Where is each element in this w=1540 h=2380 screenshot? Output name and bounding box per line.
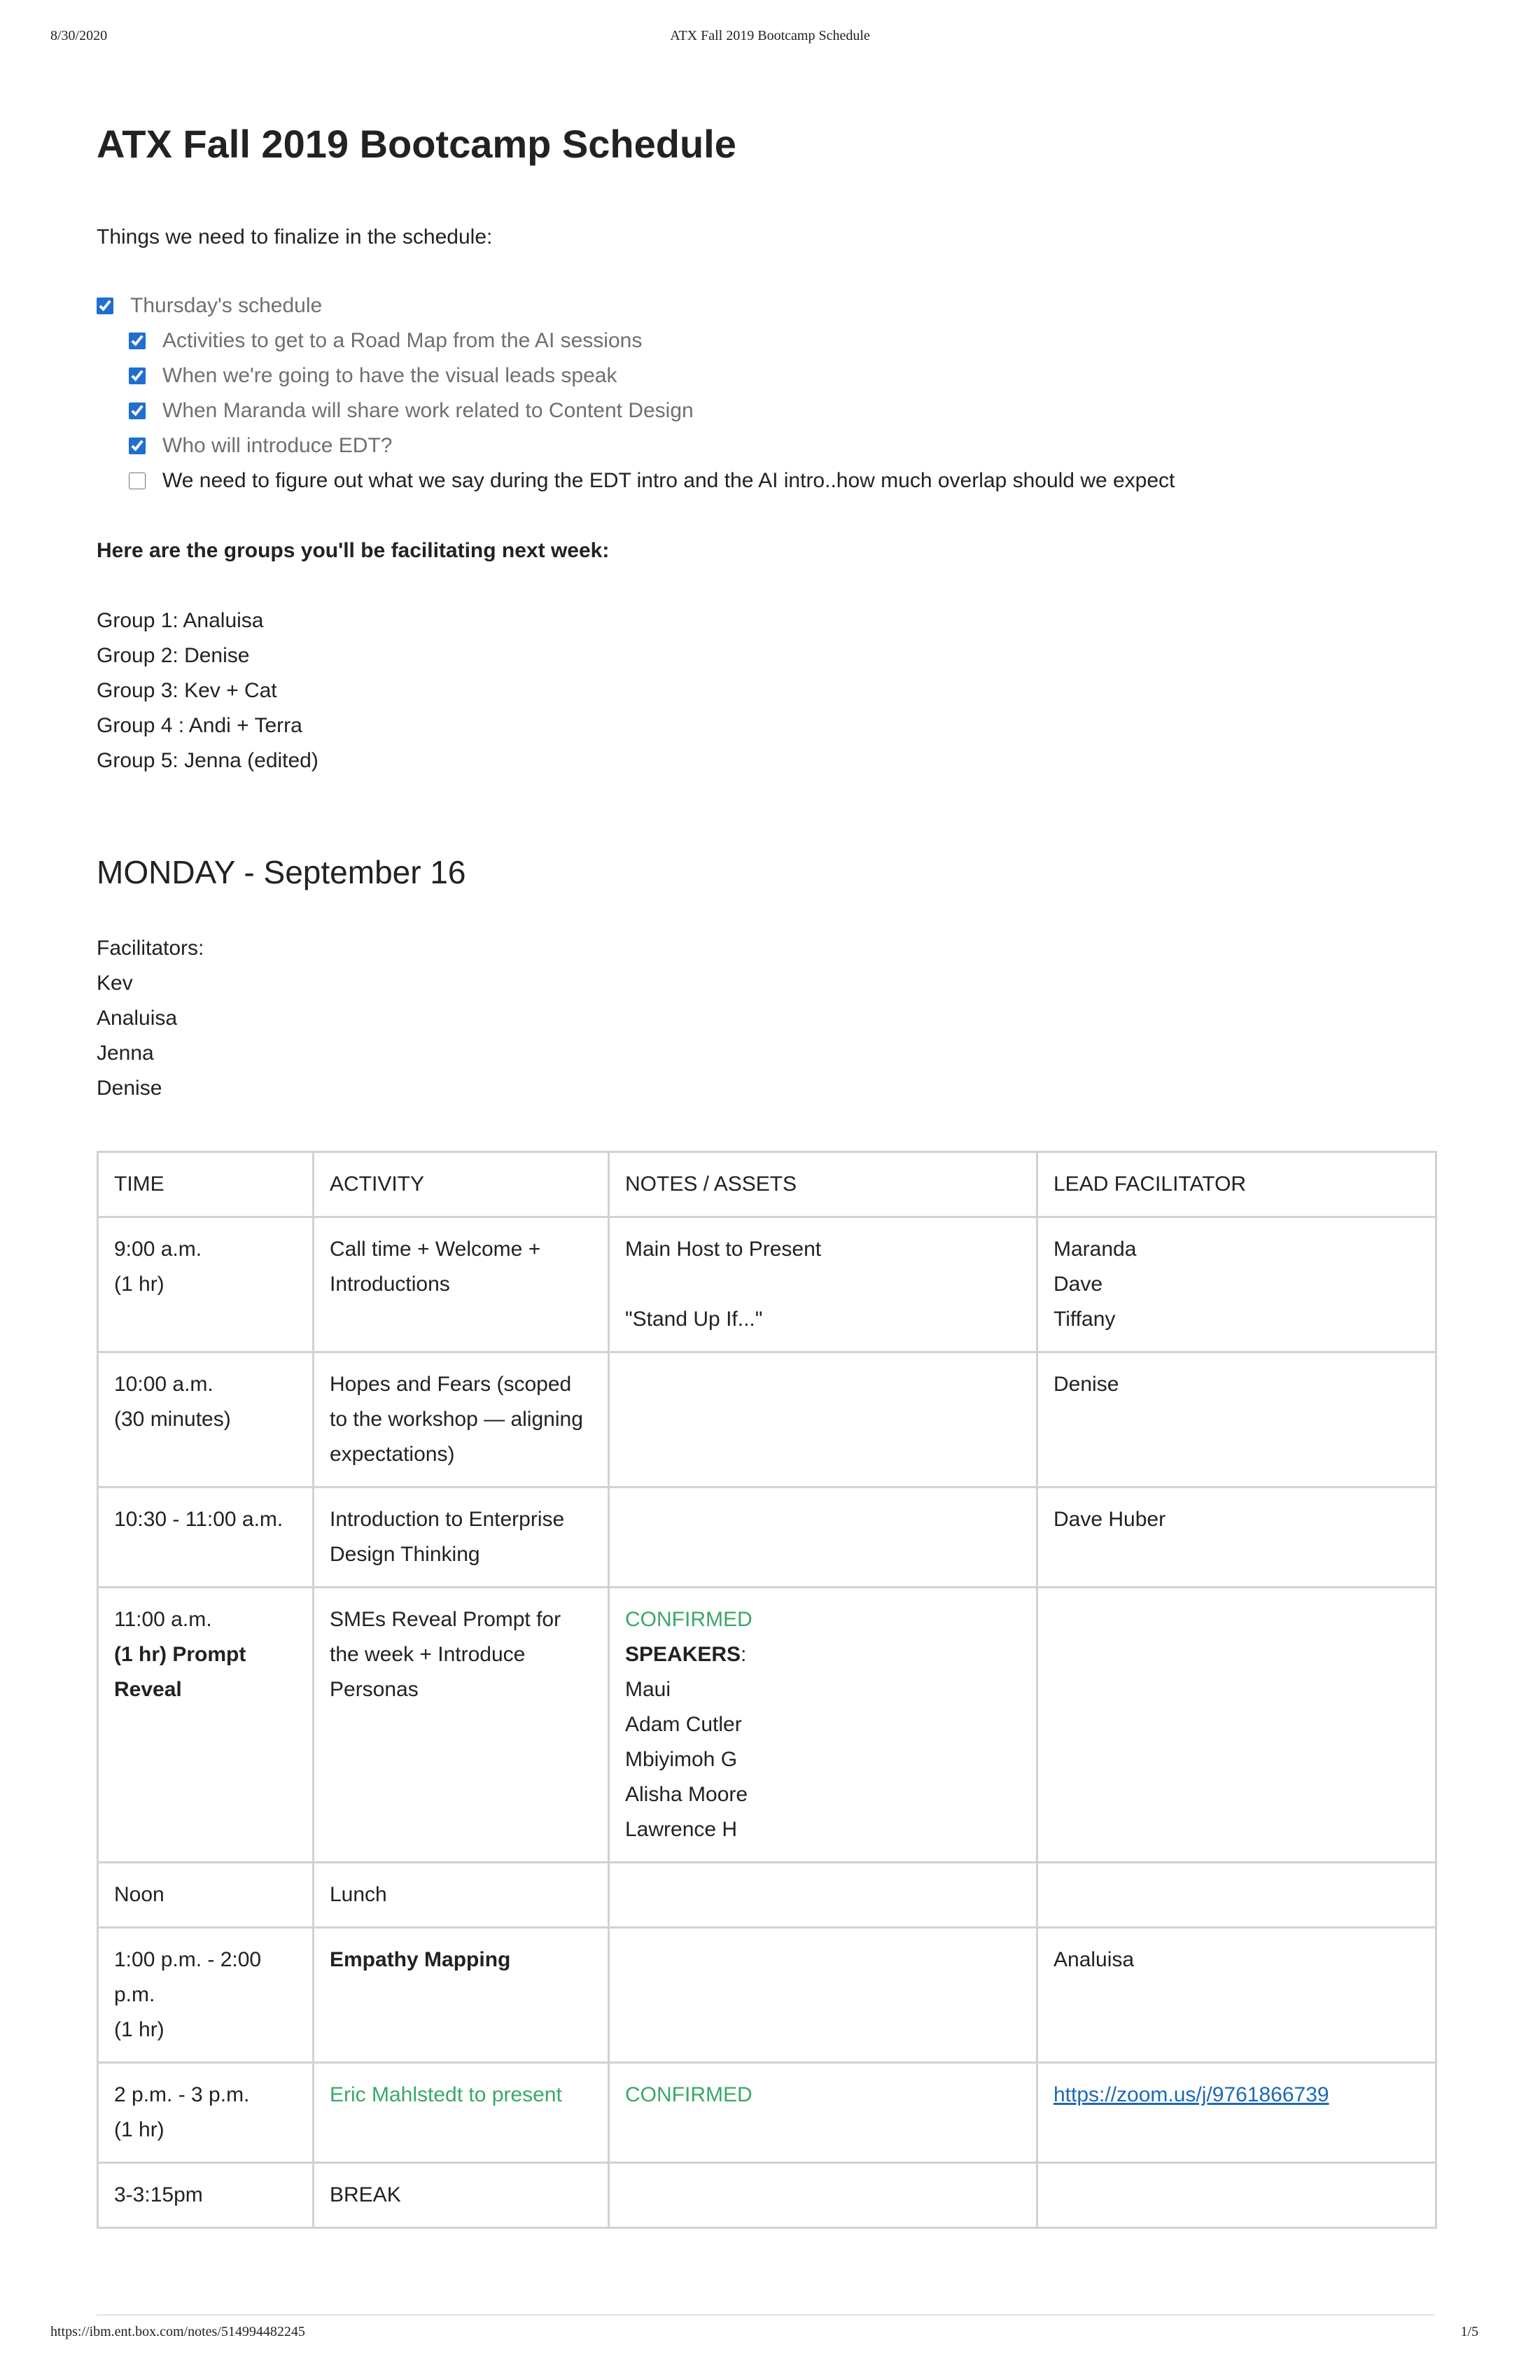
notes-line: Main Host to Present	[625, 1238, 822, 1261]
facilitator-name: Kev	[97, 972, 133, 995]
time-cell	[98, 2063, 314, 2163]
table-row	[98, 2063, 1436, 2163]
time-line: 10:30 - 11:00 a.m.	[114, 1508, 284, 1531]
time-duration: (1 hr)	[114, 2018, 164, 2041]
group-item: Group 1: Analuisa	[97, 609, 264, 632]
day-heading: MONDAY - September 16	[97, 854, 466, 890]
zoom-link[interactable]: https://zoom.us/j/9761866739	[1054, 2083, 1329, 2106]
checklist-checkbox[interactable]	[129, 368, 146, 384]
lead-name: Maranda	[1054, 1238, 1137, 1261]
time-cell	[98, 1488, 314, 1588]
notes-cell	[609, 2163, 1037, 2228]
notes-cell	[609, 1217, 1037, 1352]
checklist-label: Who will introduce EDT?	[162, 434, 393, 457]
group-item: Group 3: Kev + Cat	[97, 679, 277, 702]
lead-name: Tiffany	[1054, 1308, 1116, 1331]
print-url: https://ibm.ent.box.com/notes/514994482245	[50, 2324, 305, 2339]
lead-cell	[1037, 2063, 1436, 2163]
lead-cell	[1037, 1863, 1436, 1928]
page-number: 1/5	[1460, 2324, 1478, 2339]
speaker-name: Lawrence H	[625, 1818, 738, 1841]
speakers-label-colon: :	[741, 1643, 747, 1666]
lead-cell	[1037, 1352, 1436, 1488]
notes-line: "Stand Up If..."	[625, 1308, 763, 1331]
table-row	[98, 1928, 1436, 2063]
print-footer	[0, 2324, 1540, 2345]
document-body	[97, 119, 1435, 2206]
speaker-name: Maui	[625, 1678, 671, 1701]
checklist-item	[97, 323, 1435, 358]
lead-cell	[1037, 2163, 1436, 2228]
checklist-checkbox[interactable]	[129, 472, 146, 489]
checklist-label: Activities to get to a Road Map from the AI sessions	[162, 329, 643, 352]
column-header: LEAD FACILITATOR	[1037, 1152, 1436, 1217]
activity-cell: SMEs Reveal Prompt for the week + Introduce Personas	[314, 1588, 609, 1863]
facilitators-label: Facilitators:	[97, 937, 204, 960]
time-line: 11:00 a.m.	[114, 1608, 212, 1631]
activity-cell: BREAK	[314, 2163, 609, 2228]
notes-cell	[609, 1588, 1037, 1863]
time-cell	[98, 1588, 314, 1863]
activity-cell: Eric Mahlstedt to present	[314, 2063, 609, 2163]
time-line: Noon	[114, 1883, 164, 1906]
lead-cell	[1037, 1588, 1436, 1863]
notes-cell	[609, 1352, 1037, 1488]
notes-cell	[609, 1488, 1037, 1588]
activity-cell: Empathy Mapping	[314, 1928, 609, 2063]
speaker-name: Alisha Moore	[625, 1783, 748, 1806]
group-item: Group 4 : Andi + Terra	[97, 714, 302, 737]
table-row	[98, 1217, 1436, 1352]
notes-cell	[609, 1928, 1037, 2063]
checklist-checkbox[interactable]	[129, 332, 146, 349]
activity-cell: Lunch	[314, 1863, 609, 1928]
checklist-label: Thursday's schedule	[130, 294, 323, 317]
groups-heading: Here are the groups you'll be facilitating next week:	[97, 539, 610, 562]
facilitators-list	[97, 931, 1435, 1106]
lead-name: Dave	[1054, 1273, 1103, 1296]
groups-list	[97, 603, 1435, 778]
confirmed-status: CONFIRMED	[609, 2063, 1037, 2163]
time-duration: (30 minutes)	[114, 1408, 231, 1431]
blank-line	[625, 1267, 1022, 1302]
intro-text: Things we need to finalize in the schedule:	[97, 225, 493, 248]
activity-cell: Hopes and Fears (scoped to the workshop — aligning expectations)	[314, 1352, 609, 1488]
time-cell	[98, 1352, 314, 1488]
table-row	[98, 1588, 1436, 1863]
table-row	[98, 2163, 1436, 2228]
lead-name: Analuisa	[1054, 1948, 1135, 1971]
lead-cell	[1037, 1928, 1436, 2063]
time-line: 1:00 p.m. - 2:00 p.m.	[114, 1948, 262, 2006]
time-cell	[98, 1863, 314, 1928]
column-header: NOTES / ASSETS	[609, 1152, 1037, 1217]
print-title: ATX Fall 2019 Bootcamp Schedule	[670, 28, 870, 43]
time-cell	[98, 1217, 314, 1352]
checklist	[97, 288, 1435, 498]
speaker-name: Adam Cutler	[625, 1713, 742, 1736]
time-line: 3-3:15pm	[114, 2183, 203, 2206]
footer-divider	[97, 2314, 1435, 2316]
checklist-checkbox[interactable]	[129, 438, 146, 454]
checklist-item	[97, 463, 1435, 498]
activity-cell: Introduction to Enterprise Design Thinking	[314, 1488, 609, 1588]
checklist-item	[97, 428, 1435, 463]
table-row	[98, 1863, 1436, 1928]
time-line: 9:00 a.m.	[114, 1238, 202, 1261]
page-title: ATX Fall 2019 Bootcamp Schedule	[97, 122, 736, 166]
checklist-item	[97, 358, 1435, 393]
activity-cell: Call time + Welcome + Introductions	[314, 1217, 609, 1352]
time-bold-note: (1 hr) Prompt Reveal	[114, 1643, 246, 1701]
table-row	[98, 1352, 1436, 1488]
checklist-item	[97, 288, 1435, 323]
lead-name: Denise	[1054, 1373, 1119, 1396]
checklist-label: When Maranda will share work related to Content Design	[162, 399, 694, 422]
confirmed-status: CONFIRMED	[625, 1608, 752, 1631]
speakers-label-bold: SPEAKERS	[625, 1643, 741, 1666]
print-header	[0, 28, 1540, 49]
notes-cell	[609, 1863, 1037, 1928]
lead-cell	[1037, 1217, 1436, 1352]
checklist-checkbox[interactable]	[97, 298, 113, 314]
column-header: ACTIVITY	[314, 1152, 609, 1217]
time-cell	[98, 2163, 314, 2228]
checklist-item	[97, 393, 1435, 428]
table-header-row	[98, 1152, 1436, 1217]
lead-cell	[1037, 1488, 1436, 1588]
facilitator-name: Denise	[97, 1077, 162, 1100]
checklist-label: When we're going to have the visual leads speak	[162, 364, 617, 387]
speakers-label	[625, 1637, 1022, 1672]
speaker-name: Mbiyimoh G	[625, 1748, 738, 1771]
schedule-table	[97, 1151, 1437, 2229]
column-header: TIME	[98, 1152, 314, 1217]
facilitator-name: Jenna	[97, 1042, 154, 1065]
group-item: Group 5: Jenna (edited)	[97, 749, 318, 772]
facilitator-name: Analuisa	[97, 1007, 178, 1030]
time-line: 2 p.m. - 3 p.m.	[114, 2083, 250, 2106]
group-item: Group 2: Denise	[97, 644, 250, 667]
time-duration: (1 hr)	[114, 2118, 164, 2141]
time-line: 10:00 a.m.	[114, 1373, 214, 1396]
table-row	[98, 1488, 1436, 1588]
checklist-label: We need to figure out what we say during the EDT intro and the AI intro..how much overlap should we expect	[162, 469, 1175, 492]
checklist-checkbox[interactable]	[129, 402, 146, 419]
lead-name: Dave Huber	[1054, 1508, 1166, 1531]
time-duration: (1 hr)	[114, 1273, 164, 1296]
print-date: 8/30/2020	[50, 28, 108, 43]
time-cell	[98, 1928, 314, 2063]
